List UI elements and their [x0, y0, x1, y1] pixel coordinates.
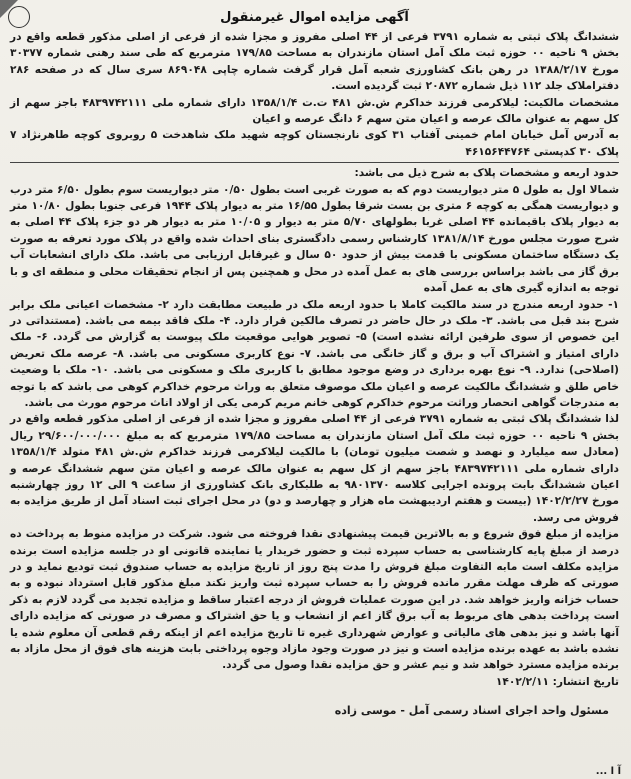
boundaries-text: شمالا اول به طول ۵ متر دیواریست دوم که به صورت غربی است بطول ۰/۵۰ متر دیواریست سوم بطول ۶/۵۰ متر درب و دیواریست همگی به کوچه ۶ متری بن بست شرقا بطول ۱۶/۵۵ متر به دیوار پلاک ۱۹۴۴ فرعی جنوبا بطول ۱۰/۸۰ متر به دیوار پلاک باقیمانده ۴۴ اصلی غربا بطولهای ۵/۷۰ متر به دیوار و ۱۰/۰۵ متر به دیوار هر دو جزء پلاک ۴۴ اصلی به شرح صورت مجلس مورخ ۱۳۸۱/۸/۱۴ کارشناس رسمی دادگستری بنای احداث شده واقع در پلاک مورد تعرفه به صورت یک دستگاه ساختمان مسکونی با قدمت بیش از حدود ۵۰ سال و غیرقابل ارزیابی می باشد. ملک دارای انشعابات آب برق گاز می باشد براساس بررسی های به عمل آمده در محل و همچنین پس از انجام تحقیقات محلی و منطقه ای و با توجه به اندازه گیری های به عمل آمده — [10, 183, 619, 295]
owner-details: مشخصات مالکیت: لیلاکرمی فرزند خداکرم ش.ش ۴۸۱ ت.ت ۱۳۵۸/۱/۴ دارای شماره ملی ۴۸۳۹۷۴۲۱۱۱ باجز سهم از کل سهم به عنوان مالک عرصه و اعیان متن سهم ۶ دانگ عرصه و اعیان — [10, 96, 620, 126]
notice-intro: ششدانگ پلاک ثبتی به شماره ۳۷۹۱ فرعی از ۴۴ اصلی مفروز و مجزا شده از فرعی از اصلی مذکور قطعه واقع در بخش ۹ ناحیه ۰۰ حوزه ثبت ملک آمل استان مازندران به مساحت ۱۷۹/۸۵ مترمربع که طی سند رهنی شماره ۳۰۳۷۷ مورخ ۱۳۸۸/۲/۱۷ در رهن بانک کشاورزی شعبه آمل قرار گرفت شماره چاپی ۸۶۹۰۴۸ سری سال که در صفحه ۲۸۶ دفتراملاک جلد ۱۱۲ ذیل شماره ۲۰۸۷۲ ثبت گردیده است. — [10, 31, 620, 93]
publish-date: تاریخ انتشار: ۱۴۰۲/۲/۱۱ — [495, 675, 619, 688]
footer-fragment: آ ا ... — [595, 766, 621, 777]
auction-notice — [4, 4, 625, 773]
signature-line: مسئول واحد اجرای اسناد رسمی آمل - موسی زاده — [334, 704, 609, 718]
divider — [10, 162, 619, 163]
summary-text: لذا ششدانگ پلاک ثبتی به شماره ۳۷۹۱ فرعی از ۴۴ اصلی مفروز و مجزا شده از فرعی از اصلی مذکور قطعه واقع در بخش ۹ ناحیه ۰۰ حوزه ثبت ملک آمل استان مازندران به مساحت ۱۷۹/۸۵ مترمربع که به مبلغ ۲۹/۶۰۰/۰۰۰/۰۰۰ ریال (معادل سه میلیارد و نهصد و شصت میلیون تومان) با مالکیت لیلاکرمی فرزند خداکرم ش.ش ۴۸۱ متولد ۱۳۵۸/۱/۴ دارای شماره ملی ۴۸۳۹۷۴۲۱۱۱ باجز سهم از کل سهم به عنوان مالک عرصه و اعیان متن سهم ششدانگ عرصه و اعیان ششدانگ بابت پرونده اجرایی کلاسه ۹۸۰۱۳۷۰ به طلبکاری بانک کشاورزی از ساعت ۹ الی ۱۲ روز چهارشنبه مورخ ۱۴۰۲/۲/۲۷ (بیست و هفتم اردیبهشت ماه هزار و چهارصد و دو) در محل اجرای ثبت اسناد آمل از طریق مزایده به فروش می رسد. — [10, 413, 620, 524]
specs-text: ۱- حدود اربعه مندرج در سند مالکیت کاملا با حدود اربعه ملک در طبیعت مطابقت دارد ۲- مشخصات اعیانی ملک برابر شرح بند قبل می باشد. ۳- ملک در حال حاضر در تصرف مالکین قرار دارد. ۴- ملک فاقد بیمه می باشد. (مستنداتی در این خصوص از سوی طرفین ارائه نشده است) ۵- تصویر هوایی موقعیت ملک پیوست به گزارش می گردد. ۶- ملک دارای امتیاز و اشتراک آب و برق و گاز خانگی می باشد. ۷- نوع کاربری مسکونی می باشد. ۸- عرصه ملک تعریض (اصلاحی) ندارد. ۹- نوع بهره برداری در وضع موجود مطابق با کاربری ملک و مسکونی می باشد. ۱۰- ملک با وضعیت خاص طلق و ششدانگ مالکیت عرصه و اعیان ملک موصوف متعلق به وراث مرحوم خداکرم کوهی می باشد که با توجه به مندرجات گواهی انحصار وراثت مرحوم خداکرم کوهی خانم مریم کرمی یکی از اولاد اناث مرحوم مورث می باشد. — [10, 298, 619, 409]
property-address: به آدرس آمل خیابان امام خمینی آفتاب ۳۱ کوی نارنجستان کوچه شهید ملک شاهدخت ۵ روبروی کوچه طاهرنژاد ۷ پلاک ۳۰ کدپستی ۴۶۱۵۶۴۴۷۶۴ — [10, 129, 620, 158]
notice-title: آگهی مزایده اموال غیرمنقول — [220, 10, 409, 25]
conditions-text: مزایده از مبلغ فوق شروع و به بالاترین قیمت پیشنهادی نقدا فروخته می شود. شرکت در مزایده منوط به پرداخت ده درصد از مبلغ پایه کارشناسی به حساب سپرده ثبت و حضور خریدار یا نماینده قانونی او در جلسه مزایده است برنده مزایده مکلف است مابه التفاوت مبلغ فروش را مدت پنج روز از تاریخ مزایده به حساب صندوق ثبت تودیع نماید و در صورتی که ظرف مهلت مقرر مانده فروش را به حساب سپرده ثبت واریز نکند مبلغ مذکور قابل استرداد نبوده و به حساب خزانه واریز خواهد شد. در این صورت عملیات فروش از درجه اعتبار ساقط و مزایده تجدید می گردد لازم به ذکر است پرداخت بدهی های مربوط به آب برق گاز اعم از انشعاب و یا حق اشتراک و مصرف در صورتی که مزایده دارای آنها باشد و نیز بدهی های مالیاتی و عوارض شهرداری غیره تا تاریخ مزایده اعم از اینکه رقم قطعی آن معلوم شده یا نشده باشد به عهده برنده مزایده است و نیز در صورت وجود مازاد وجوه پرداختی بابت هزینه های فوق از محل مازاد به برنده مزایده مسترد خواهد شد و نیم عشر و حق مزایده نقدا وصول می گردد. — [10, 528, 619, 672]
boundaries-heading: حدود اربعه و مشخصات پلاک به شرح ذیل می باشد: — [354, 167, 619, 180]
